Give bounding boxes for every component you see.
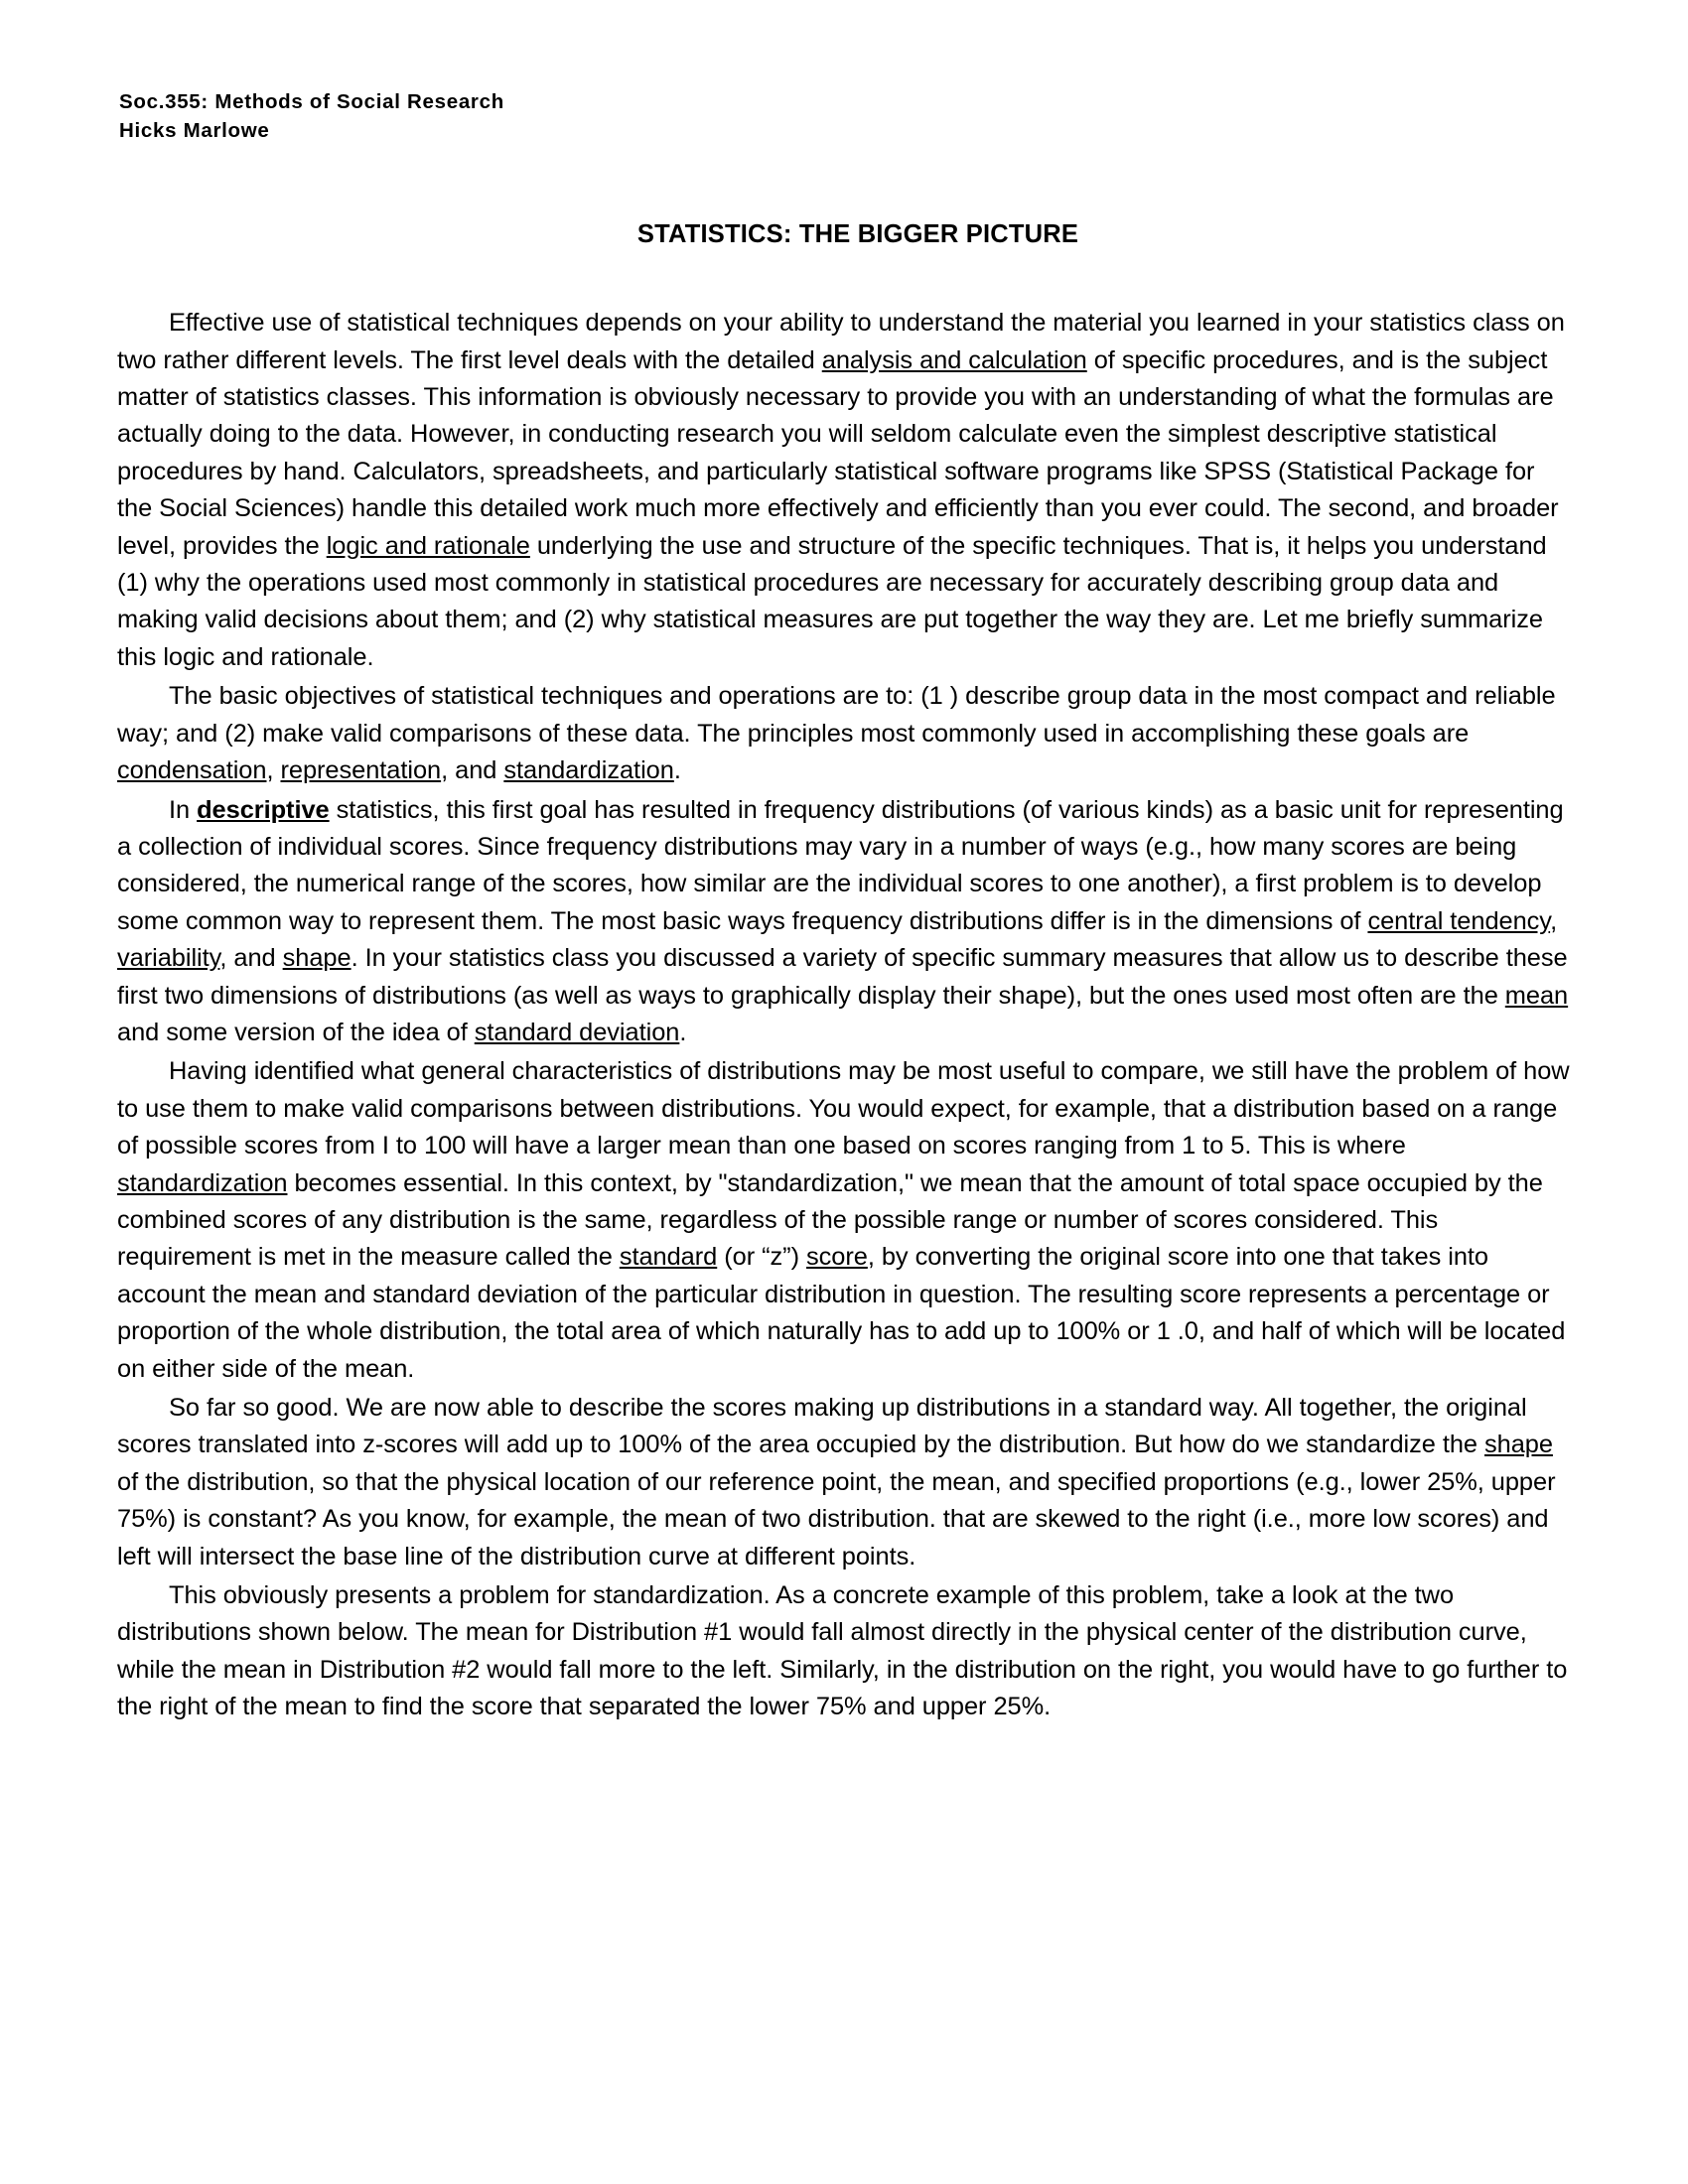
paragraph-1: [117, 305, 1571, 676]
term-analysis-and-calculation: analysis and calculation: [821, 345, 1087, 374]
paragraph-2: [117, 678, 1571, 789]
p5-text-a: So far so good. We are now able to describe the scores making up distributions in a standard way. All together, the original scores translated into z-scores will add up to 100% of the area occupied by the distribution. But how do we standardize the: [117, 1394, 1527, 1459]
p4-text-b: becomes essential. In this context, by "standardization," we mean that the amount of total space occupied by the combined scores of any distribution is the same, regardless of the possible range or number of scores considered. This requirement is met in the measure called the: [117, 1168, 1543, 1272]
document-body: [117, 305, 1571, 1725]
paragraph-6: This obviously presents a problem for standardization. As a concrete example of this problem, take a look at the two distributions shown below. The mean for Distribution #1 would fall almost directly in the physical center of the distribution curve, while the mean in Distribution #2 would fall more to the left. Similarly, in the distribution on the right, you would have to go further to the right of the mean to find the score that separated the lower 75% and upper 25%.: [117, 1581, 1568, 1721]
term-representation: representation: [280, 756, 442, 785]
term-shape: shape: [282, 944, 352, 973]
p2-text-b: ,: [266, 756, 281, 785]
term-central-tendency: central tendency: [1367, 906, 1551, 935]
p4-text-c: (or “z”): [717, 1243, 806, 1272]
p2-text-a: The basic objectives of statistical techniques and operations are to: (1 ) describe group data in the most compact and reliable way; and (2) make valid comparisons of these data. The principles most commonly used in accomplishing these goals are: [117, 682, 1556, 748]
p3-text-e: . In your statistics class you discussed a variety of specific summary measures that allow us to describe these first two dimensions of distributions (as well as ways to graphically display their shape), but the ones used most often are the: [117, 944, 1568, 1010]
p1-text-c: underlying the use and structure of the specific techniques. That is, it helps you understand (1) why the operations used most commonly in statistical procedures are necessary for accurately describing group data and making valid decisions about them; and (2) why statistical measures are put together the way they are. Let me briefly summarize this logic and rationale.: [117, 531, 1547, 671]
page-title: STATISTICS: THE BIGGER PICTURE: [636, 220, 1079, 249]
document-header: [119, 87, 1571, 145]
paragraph-4: [117, 1053, 1571, 1388]
p3-text-d: , and: [219, 944, 283, 973]
p2-text-d: .: [673, 756, 681, 785]
p2-text-c: , and: [441, 756, 504, 785]
p3-text-c: ,: [1550, 906, 1558, 935]
p4-text-d: , by converting the original score into one that takes into account the mean and standard deviation of the particular distribution in question. The resulting score represents a percentage or proportion of the whole distribution, the total area of which naturally has to add up to 100% or 1 .0, and half of which will be located on either side of the mean.: [117, 1243, 1566, 1383]
p3-text-g: .: [679, 1018, 687, 1046]
term-variability: variability: [117, 944, 220, 973]
term-descriptive: descriptive: [197, 795, 330, 824]
p1-text-a: Effective use of statistical techniques depends on your ability to understand the material you learned in your statistics class on two rather different levels. The first level deals with the detailed: [117, 309, 1565, 374]
p5-text-b: of the distribution, so that the physical location of our reference point, the mean, and specified proportions (e.g., lower 25%, upper 75%) is constant? As you know, for example, the mean of two distribution. that are skewed to the right (i.e., more low scores) and left will intersect the base line of the distribution curve at different points.: [117, 1467, 1556, 1570]
term-logic-and-rationale: logic and rationale: [326, 531, 530, 560]
term-score: score: [806, 1243, 868, 1272]
term-shape-2: shape: [1483, 1431, 1553, 1459]
p3-text-f: and some version of the idea of: [117, 1018, 475, 1046]
term-condensation: condensation: [117, 756, 267, 785]
paragraph-3: [117, 792, 1571, 1052]
term-standardization-2: standardization: [117, 1168, 288, 1197]
term-standard: standard: [619, 1243, 718, 1272]
term-mean: mean: [1504, 981, 1569, 1010]
p4-text-a: Having identified what general characteristics of distributions may be most useful to compare, we still have the problem of how to use them to make valid comparisons between distributions. You would expect, for example, that a distribution based on a range of possible scores from I to 100 will have a larger mean than one based on scores ranging from 1 to 5. This is where: [117, 1057, 1570, 1160]
p3-text-b: statistics, this first goal has resulted in frequency distributions (of various kinds) as a basic unit for representing a collection of individual scores. Since frequency distributions may vary in a number of ways (e.g., how many scores are being considered, the numerical range of the scores, how similar are the individual scores to one another), a first problem is to develop some common way to represent them. The most basic ways frequency distributions differ is in the dimensions of: [117, 795, 1564, 935]
p3-text-a: In: [169, 795, 198, 824]
header-author-line: Hicks Marlowe: [119, 119, 270, 143]
paragraph-5: [117, 1390, 1571, 1575]
p1-text-b: of specific procedures, and is the subject matter of statistics classes. This information is obviously necessary to provide you with an understanding of what the formulas are actually doing to the data. However, in conducting research you will seldom calculate even the simplest descriptive statistical procedures by hand. Calculators, spreadsheets, and particularly statistical software programs like SPSS (Statistical Package for the Social Sciences) handle this detailed work much more effectively and efficiently than you ever could. The second, and broader level, provides the: [117, 345, 1559, 560]
header-course-line: Soc.355: Methods of Social Research: [119, 90, 504, 113]
term-standardization: standardization: [503, 756, 674, 785]
term-standard-deviation: standard deviation: [474, 1018, 680, 1046]
